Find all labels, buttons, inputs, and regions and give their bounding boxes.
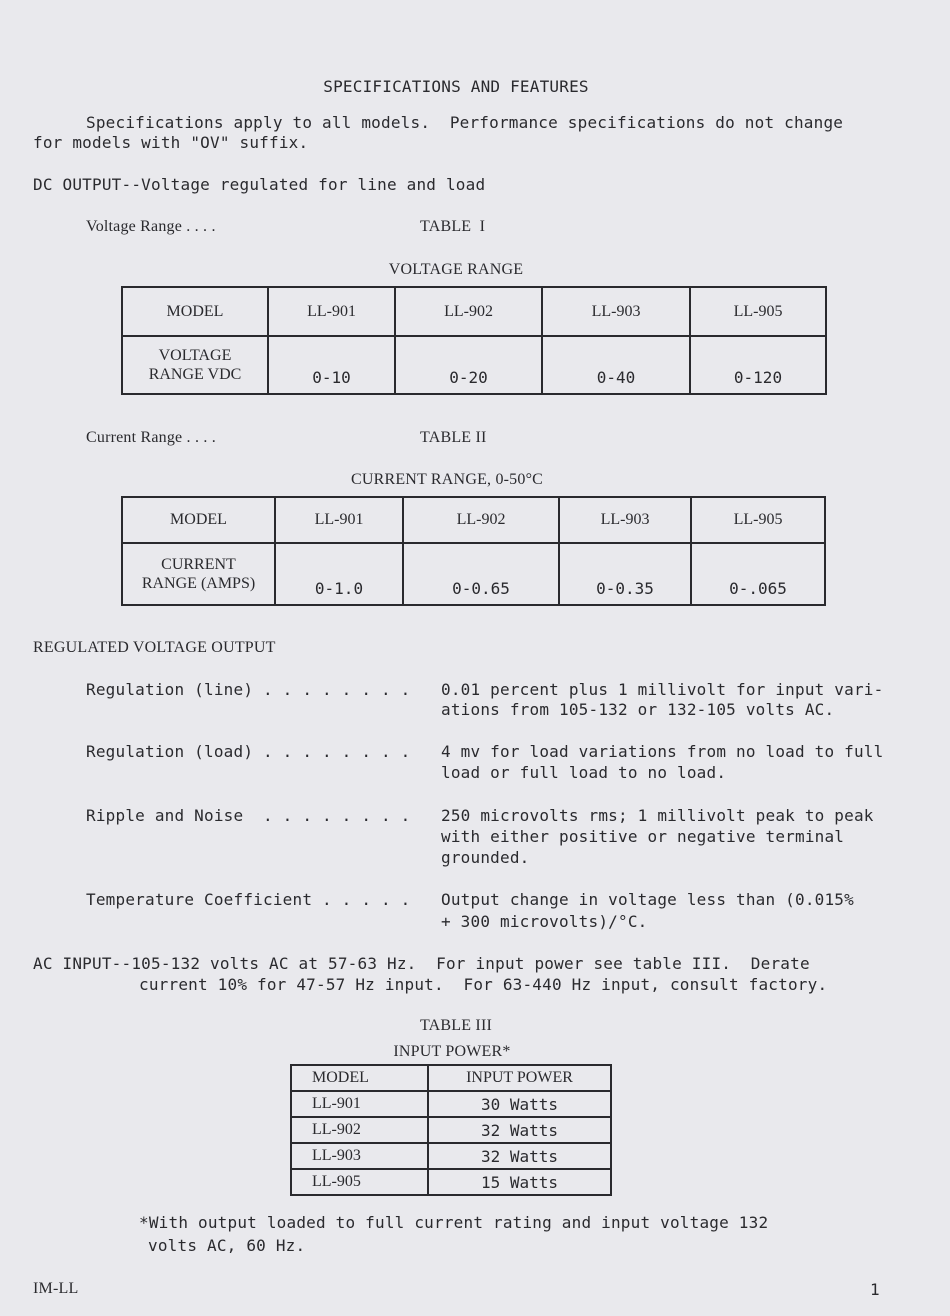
model-cell: LL-901 xyxy=(291,1091,428,1117)
regulated-heading: REGULATED VOLTAGE OUTPUT xyxy=(33,639,276,656)
spec-value-line: 250 microvolts rms; 1 millivolt peak to peak xyxy=(441,806,874,825)
spec-label-regulation-load: Regulation (load) . . . . . . . . xyxy=(86,742,411,761)
table-3-caption: INPUT POWER* xyxy=(393,1043,511,1060)
model-ll-905: LL-905 xyxy=(691,497,825,543)
model-ll-901: LL-901 xyxy=(268,287,395,336)
table-data-row xyxy=(122,336,826,394)
table-data-row xyxy=(122,543,825,605)
spec-label-ripple-noise: Ripple and Noise . . . . . . . . xyxy=(86,806,411,825)
model-ll-902: LL-902 xyxy=(395,287,542,336)
row-label-line-2: RANGE (AMPS) xyxy=(141,575,256,592)
intro-line-1: Specifications apply to all models. Performance specifications do not change xyxy=(86,113,844,132)
voltage-range-label: Voltage Range . . . . xyxy=(86,218,216,235)
current-range-row-label xyxy=(122,543,275,605)
model-cell: LL-902 xyxy=(291,1117,428,1143)
model-cell: LL-903 xyxy=(291,1143,428,1169)
current-range-label: Current Range . . . . xyxy=(86,429,216,446)
ac-input-line-2: current 10% for 47-57 Hz input. For 63-440 Hz input, consult factory. xyxy=(139,975,828,994)
model-column-header: MODEL xyxy=(291,1065,428,1091)
footnote-line-1: *With output loaded to full current rating and input voltage 132 xyxy=(139,1213,769,1232)
current-value: 0-1.0 xyxy=(275,543,403,605)
input-power-column-header: INPUT POWER xyxy=(428,1065,611,1091)
model-ll-902: LL-902 xyxy=(403,497,559,543)
model-cell: LL-905 xyxy=(291,1169,428,1195)
page-title: SPECIFICATIONS AND FEATURES xyxy=(323,77,589,96)
power-cell: 15 Watts xyxy=(428,1169,611,1195)
voltage-value: 0-120 xyxy=(690,336,826,394)
power-cell: 32 Watts xyxy=(428,1143,611,1169)
current-value: 0-0.65 xyxy=(403,543,559,605)
intro-line-2: for models with "OV" suffix. xyxy=(33,133,309,152)
table-3-label: TABLE III xyxy=(419,1017,493,1034)
spec-value-line: load or full load to no load. xyxy=(441,763,727,782)
spec-value-line: Output change in voltage less than (0.015% xyxy=(441,890,854,909)
table-row xyxy=(291,1117,611,1143)
table-row xyxy=(291,1169,611,1195)
current-value: 0-0.35 xyxy=(559,543,691,605)
model-ll-901: LL-901 xyxy=(275,497,403,543)
model-ll-903: LL-903 xyxy=(542,287,690,336)
voltage-range-row-label xyxy=(122,336,268,394)
table-1-caption: VOLTAGE RANGE xyxy=(388,261,524,278)
table-header-row xyxy=(122,287,826,336)
ac-input-line-1: AC INPUT--105-132 volts AC at 57-63 Hz. For input power see table III. Derate xyxy=(33,954,810,973)
page-number: 1 xyxy=(870,1280,880,1299)
spec-label-regulation-line: Regulation (line) . . . . . . . . xyxy=(86,680,411,699)
table-row xyxy=(291,1143,611,1169)
spec-value-line: ations from 105-132 or 132-105 volts AC. xyxy=(441,700,835,719)
spec-value-line: grounded. xyxy=(441,848,530,867)
current-range-table xyxy=(121,496,826,606)
table-2-caption: CURRENT RANGE, 0-50°C xyxy=(350,471,544,488)
voltage-range-table xyxy=(121,286,827,395)
model-ll-905: LL-905 xyxy=(690,287,826,336)
power-cell: 32 Watts xyxy=(428,1117,611,1143)
voltage-value: 0-10 xyxy=(268,336,395,394)
spec-label-temperature-coefficient: Temperature Coefficient . . . . . xyxy=(86,890,411,909)
dc-output-heading: DC OUTPUT--Voltage regulated for line and load xyxy=(33,175,486,194)
row-label-line-1: CURRENT xyxy=(161,556,236,573)
table-1-label: TABLE I xyxy=(420,218,486,235)
model-header: MODEL xyxy=(122,287,268,336)
table-header-row xyxy=(122,497,825,543)
spec-value-line: 0.01 percent plus 1 millivolt for input vari- xyxy=(441,680,884,699)
footer-doc-id: IM-LL xyxy=(33,1280,79,1297)
spec-value-line: 4 mv for load variations from no load to full xyxy=(441,742,884,761)
current-value: 0-.065 xyxy=(691,543,825,605)
model-ll-903: LL-903 xyxy=(559,497,691,543)
spec-value-line: with either positive or negative terminal xyxy=(441,827,845,846)
power-cell: 30 Watts xyxy=(428,1091,611,1117)
spec-value-line: + 300 microvolts)/°C. xyxy=(441,912,648,931)
voltage-value: 0-40 xyxy=(542,336,690,394)
model-header: MODEL xyxy=(122,497,275,543)
table-row xyxy=(291,1091,611,1117)
footnote-line-2: volts AC, 60 Hz. xyxy=(148,1236,306,1255)
voltage-value: 0-20 xyxy=(395,336,542,394)
row-label-line-1: VOLTAGE xyxy=(158,347,232,364)
input-power-table xyxy=(290,1064,612,1196)
table-2-label: TABLE II xyxy=(420,429,487,446)
row-label-line-2: RANGE VDC xyxy=(148,366,242,383)
table-header-row xyxy=(291,1065,611,1091)
